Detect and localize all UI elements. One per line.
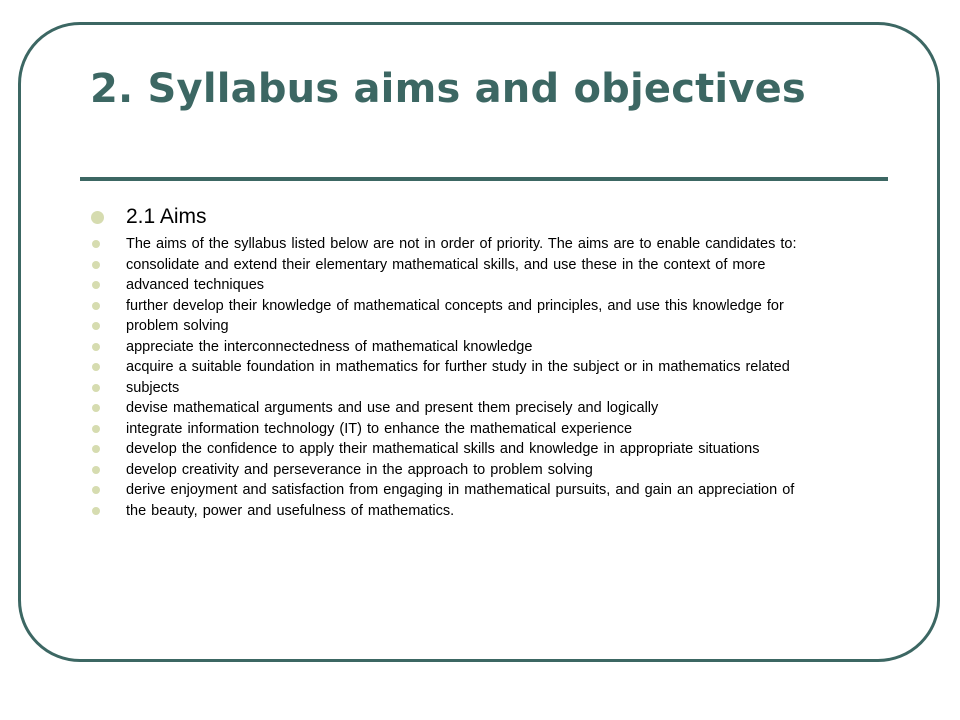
list-item-text: the beauty, power and usefulness of mathematics.: [126, 502, 455, 519]
bullet-icon: [92, 281, 100, 289]
bullet-icon: [92, 507, 100, 515]
bullet-icon: [92, 466, 100, 474]
list-item-text: devise mathematical arguments and use and present them precisely and logically: [126, 400, 659, 416]
list-item: [90, 278, 880, 293]
bullet-icon: [92, 486, 100, 494]
list-item-text: advanced techniques: [126, 277, 265, 293]
slide-title: 2. Syllabus aims and objectives: [90, 66, 806, 112]
bullet-icon: [92, 384, 100, 392]
slide-content: [90, 203, 880, 524]
list-item-text: consolidate and extend their elementary mathematical skills, and use these in the context of more: [126, 256, 766, 273]
list-item: [90, 422, 880, 437]
title-divider: [80, 177, 888, 181]
list-item-text: acquire a suitable foundation in mathematics for further study in the subject or in mathematics related: [126, 359, 790, 375]
list-item: [90, 237, 880, 252]
list-item-text: subjects: [126, 379, 180, 396]
bullet-icon: [92, 425, 100, 433]
list-item: [90, 340, 880, 355]
list-item-text: derive enjoyment and satisfaction from engaging in mathematical pursuits, and gain an appreciation of: [126, 482, 795, 498]
list-item: [90, 401, 880, 416]
list-item: [90, 504, 880, 519]
bullet-icon: [92, 302, 100, 310]
bullet-icon: [92, 404, 100, 412]
section-heading: 2.1 Aims: [126, 205, 207, 228]
bullet-icon: [92, 363, 100, 371]
list-item-text: problem solving: [126, 318, 229, 334]
bullet-icon: [92, 240, 100, 248]
bullet-icon: [92, 343, 100, 351]
list-item: [90, 258, 880, 273]
list-item: [90, 299, 880, 314]
list-item: [90, 381, 880, 396]
bullet-icon: [92, 322, 100, 330]
list-item: [90, 483, 880, 498]
list-item-text: The aims of the syllabus listed below are not in order of priority. The aims are to enable candidates to:: [126, 236, 797, 252]
list-item: [90, 319, 880, 334]
aims-list: [90, 237, 880, 518]
section-heading-row: [90, 203, 880, 231]
list-item-text: develop the confidence to apply their mathematical skills and knowledge in appropriate situations: [126, 441, 760, 457]
list-item-text: appreciate the interconnectedness of mathematical knowledge: [126, 338, 533, 355]
list-item-text: further develop their knowledge of mathematical concepts and principles, and use this knowledge for: [126, 297, 784, 314]
list-item-text: integrate information technology (IT) to enhance the mathematical experience: [126, 420, 633, 437]
list-item: [90, 360, 880, 375]
list-item-text: develop creativity and perseverance in the approach to problem solving: [126, 461, 593, 478]
bullet-icon: [92, 261, 100, 269]
list-item: [90, 463, 880, 478]
list-item: [90, 442, 880, 457]
bullet-icon: [91, 211, 104, 224]
bullet-icon: [92, 445, 100, 453]
